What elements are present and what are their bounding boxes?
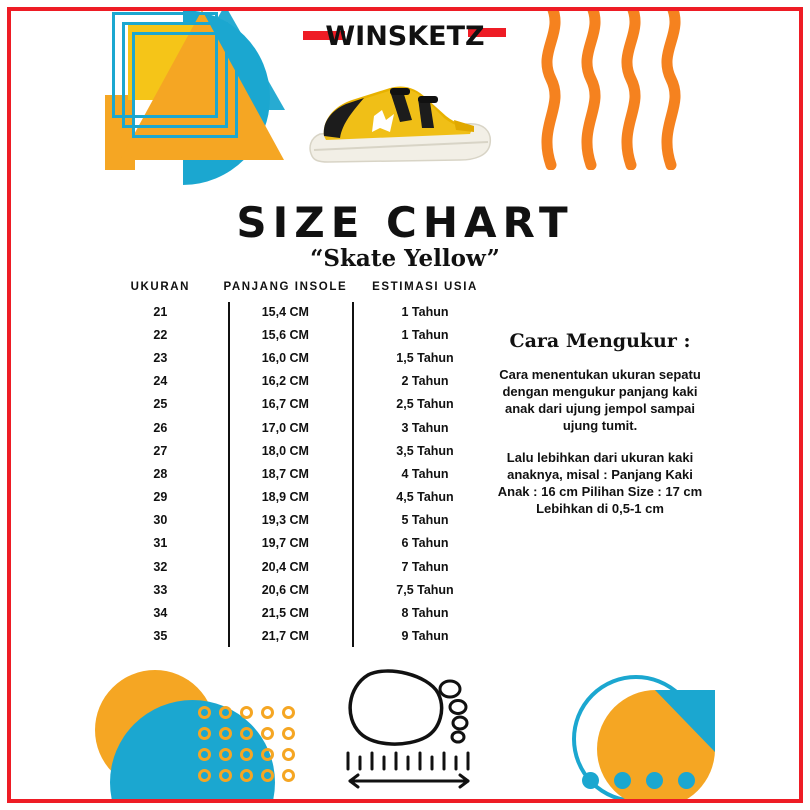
cell-ukuran: 26 <box>153 420 168 435</box>
cell-ukuran: 23 <box>153 350 168 365</box>
measuring-guide-title: Cara Mengukur : <box>509 330 691 352</box>
cell-panjang-insole: 15,4 CM <box>261 304 309 319</box>
cell-panjang-insole: 16,7 CM <box>261 397 309 412</box>
product-photo <box>294 58 506 188</box>
cell-ukuran: 29 <box>153 490 168 505</box>
cell-estimasi-usia: 3,5 Tahun <box>396 443 454 458</box>
measuring-guide-paragraph-1: Cara menentukan ukuran sepatu dengan mengukur panjang kaki anak dari ujung jempol sampai ujung tumit. <box>499 367 701 434</box>
cell-ukuran: 30 <box>153 513 168 528</box>
cell-estimasi-usia: 8 Tahun <box>401 606 449 621</box>
cell-panjang-insole: 18,7 CM <box>261 466 309 481</box>
cell-panjang-insole: 19,7 CM <box>261 536 309 551</box>
measuring-guide <box>495 330 705 517</box>
cell-ukuran: 34 <box>153 606 168 621</box>
cell-panjang-insole: 20,4 CM <box>261 559 309 574</box>
cell-ukuran: 25 <box>153 397 168 412</box>
table-row <box>110 601 490 624</box>
cell-ukuran: 27 <box>153 443 168 458</box>
cell-panjang-insole: 16,0 CM <box>261 350 309 365</box>
cell-estimasi-usia: 3 Tahun <box>401 420 449 435</box>
column-header-panjang-insole: PANJANG INSOLE <box>223 281 348 293</box>
cell-ukuran: 32 <box>153 559 168 574</box>
cell-ukuran: 22 <box>153 327 168 342</box>
cell-ukuran: 24 <box>153 374 168 389</box>
cell-panjang-insole: 16,2 CM <box>261 374 309 389</box>
table-row <box>110 416 490 439</box>
decor-squiggle-top-right <box>535 5 715 170</box>
table-row <box>110 393 490 416</box>
column-header-ukuran: UKURAN <box>130 281 191 293</box>
decor-blue-triangle-bottom-right <box>655 690 715 752</box>
cell-estimasi-usia: 4 Tahun <box>401 466 449 481</box>
column-header-estimasi-usia: ESTIMASI USIA <box>372 281 478 293</box>
winsketz-logo <box>300 14 510 54</box>
cell-panjang-insole: 20,6 CM <box>261 582 309 597</box>
decor-blue-dots-row <box>582 772 712 802</box>
cell-estimasi-usia: 9 Tahun <box>401 629 449 644</box>
cell-ukuran: 21 <box>153 304 168 319</box>
table-header-row <box>110 280 490 300</box>
cell-ukuran: 31 <box>153 536 168 551</box>
measuring-guide-paragraph-2: Lalu lebihkan dari ukuran kaki anaknya, misal : Panjang Kaki Anak : 16 cm Pilihan Size : 17 cm Lebihkan di 0,5-1 cm <box>497 449 703 517</box>
svg-text:WINSKETZ: WINSKETZ <box>325 21 485 52</box>
size-table <box>110 280 490 648</box>
cell-estimasi-usia: 6 Tahun <box>401 536 449 551</box>
cell-estimasi-usia: 4,5 Tahun <box>396 490 454 505</box>
table-row <box>110 300 490 323</box>
table-row <box>110 486 490 509</box>
table-row <box>110 370 490 393</box>
cell-panjang-insole: 17,0 CM <box>261 420 309 435</box>
decor-dot-grid <box>198 706 303 792</box>
cell-panjang-insole: 18,9 CM <box>261 490 309 505</box>
cell-panjang-insole: 19,3 CM <box>261 513 309 528</box>
cell-ukuran: 33 <box>153 582 168 597</box>
cell-ukuran: 28 <box>153 466 168 481</box>
cell-estimasi-usia: 1 Tahun <box>401 327 449 342</box>
cell-estimasi-usia: 1,5 Tahun <box>396 350 454 365</box>
cell-estimasi-usia: 2 Tahun <box>401 374 449 389</box>
cell-ukuran: 35 <box>153 629 168 644</box>
cell-estimasi-usia: 2,5 Tahun <box>396 397 454 412</box>
table-row <box>110 532 490 555</box>
table-row <box>110 509 490 532</box>
table-row <box>110 439 490 462</box>
cell-panjang-insole: 21,7 CM <box>261 629 309 644</box>
table-body <box>110 300 490 648</box>
cell-panjang-insole: 15,6 CM <box>261 327 309 342</box>
cell-estimasi-usia: 7,5 Tahun <box>396 582 454 597</box>
cell-panjang-insole: 18,0 CM <box>261 443 309 458</box>
cell-estimasi-usia: 5 Tahun <box>401 513 449 528</box>
decor-square-outline-3 <box>132 32 238 138</box>
table-row <box>110 578 490 601</box>
table-row <box>110 625 490 648</box>
cell-estimasi-usia: 1 Tahun <box>401 304 449 319</box>
footprint-ruler-icon <box>330 665 490 795</box>
cell-estimasi-usia: 7 Tahun <box>401 559 449 574</box>
table-row <box>110 555 490 578</box>
table-row <box>110 346 490 369</box>
page-title: SIZE CHART <box>236 198 574 247</box>
page-subtitle: “Skate Yellow” <box>310 245 500 272</box>
cell-panjang-insole: 21,5 CM <box>261 606 309 621</box>
table-row <box>110 323 490 346</box>
table-row <box>110 462 490 485</box>
